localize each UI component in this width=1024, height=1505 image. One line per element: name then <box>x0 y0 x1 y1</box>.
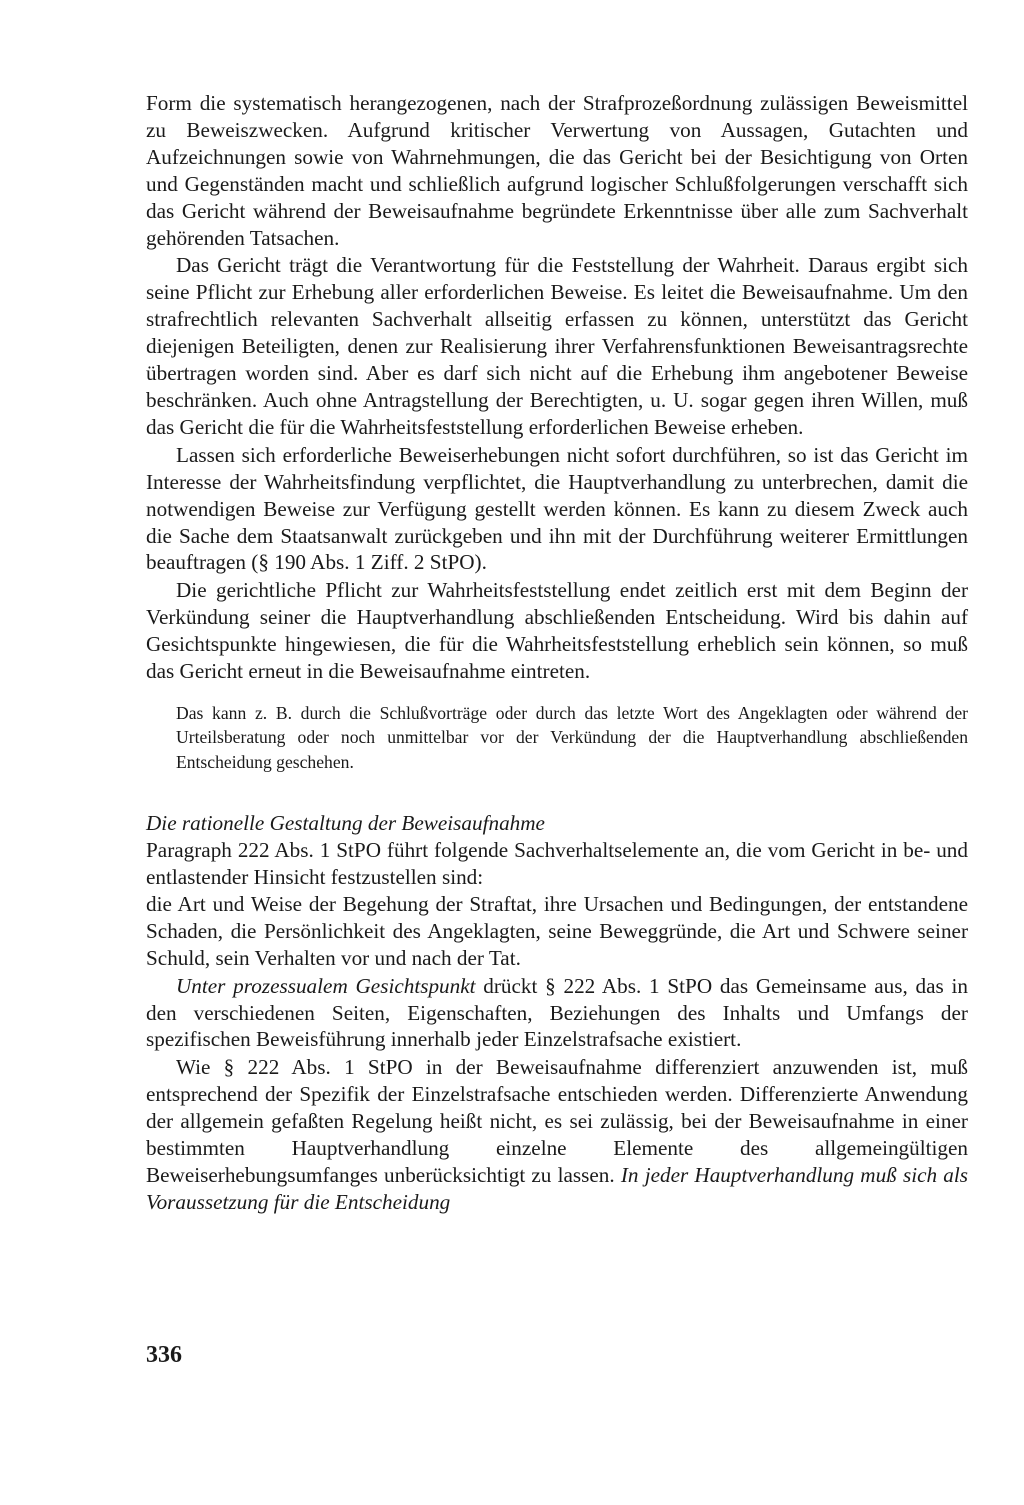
paragraph-5: Paragraph 222 Abs. 1 StPO führt folgende Sachverhaltselemente an, die vom Gericht in be- und entlastender Hinsicht festzustellen sind: <box>146 838 968 889</box>
paragraph-8 <box>146 1054 968 1215</box>
paragraph-4: Die gerichtliche Pflicht zur Wahrheitsfeststellung endet zeitlich erst mit dem Beginn der Verkündung seiner die Hauptverhandlung abschließenden Entscheidung. Wird bis dahin auf Gesichtspunkte hingewiesen, die für die Wahrheitsfeststellung erheblich sein können, so muß das Gericht erneut in die Beweisaufnahme eintreten. <box>146 578 968 684</box>
paragraph-6: die Art und Weise der Begehung der Straftat, ihre Ursachen und Bedingungen, der entstandene Schaden, die Persönlichkeit des Angeklagten, seine Beweggründe, die Art und Schwere seiner Schuld, sein Verhalten vor und nach der Tat. <box>146 891 968 970</box>
paragraph-7 <box>146 973 968 1054</box>
page-number: 336 <box>146 1342 182 1368</box>
paragraph-8-text: Wie § 222 Abs. 1 StPO in der Beweisaufnahme differenziert anzuwenden ist, muß entsprechend der Spezifik der Einzelstrafsache entschieden werden. Differenzierte Anwendung der allgemein gefaßten Regelung heißt nicht, es sei zulässig, bei der Beweisaufnahme in einer bestimmten Hauptverhandlung einzelne Elemente des allgemeingültigen Beweiserhebungsumfanges unberücksichtigt zu lassen. <box>146 1055 968 1187</box>
section-heading: Die rationelle Gestaltung der Beweisaufnahme <box>146 811 545 836</box>
paragraph-1: Form die systematisch herangezogenen, nach der Strafprozeßordnung zulässigen Beweismittel zu Beweiszwecken. Aufgrund kritischer Verwertung von Aussagen, Gutachten und Aufzeichnungen sowie von Wahrnehmungen, die das Gericht bei der Besichtigung von Orten und Gegenständen macht und schließlich aufgrund logischer Schlußfolgerungen verschafft sich das Gericht während der Beweisaufnahme begründete Erkenntnisse über alle zum Sachverhalt gehörenden Tatsachen. <box>146 91 968 250</box>
paragraph-7-text: drückt § 222 Abs. 1 StPO das Gemeinsame aus, das in den verschiedenen Seiten, Eigenschaften, Beziehungen des Inhalts und Umfangs der spezifischen Beweisführung innerhalb jeder Einzelstrafsache existiert. <box>146 973 968 1052</box>
paragraph-2: Das Gericht trägt die Verantwortung für die Feststellung der Wahrheit. Daraus ergibt sich seine Pflicht zur Erhebung aller erforderlichen Beweise. Es leitet die Beweisaufnahme. Um den strafrechtlich relevanten Sachverhalt allseitig erfassen zu können, unterstützt das Gericht diejenigen Beteiligten, denen zur Realisierung ihrer Verfahrensfunktionen Beweisantragsrechte übertragen worden sind. Aber es darf sich nicht auf die Erhebung ihm angebotener Beweise beschränken. Auch ohne Antragstellung der Berechtigten, u. U. sogar gegen ihren Willen, muß das Gericht die für die Wahrheitsfeststellung erforderlichen Beweise erheben. <box>146 253 968 439</box>
paragraph-3: Lassen sich erforderliche Beweiserhebungen nicht sofort durchführen, so ist das Gericht im Interesse der Wahrheitsfindung verpflichtet, die Hauptverhandlung zu unterbrechen, damit die notwendigen Beweise zur Verfügung gestellt werden können. Es kann zu diesem Zweck auch die Sache dem Staatsanwalt zurückgeben und ihn mit der Durchführung weiterer Ermittlungen beauftragen (§ 190 Abs. 1 Ziff. 2 StPO). <box>146 442 968 575</box>
paragraph-7-emphasis: Unter prozessualem Gesichtspunkt <box>176 973 476 998</box>
footnote-remark: Das kann z. B. durch die Schlußvorträge oder durch das letzte Wort des Angeklagten oder während der Urteilsberatung oder noch unmittelbar vor der Verkündung der die Hauptverhandlung abschließenden Entscheidung geschehen. <box>176 702 968 772</box>
paragraph-8-emphasis: In jeder Hauptverhandlung muß sich als Voraussetzung für die Entscheidung <box>146 1162 968 1214</box>
page-body <box>146 90 968 1216</box>
